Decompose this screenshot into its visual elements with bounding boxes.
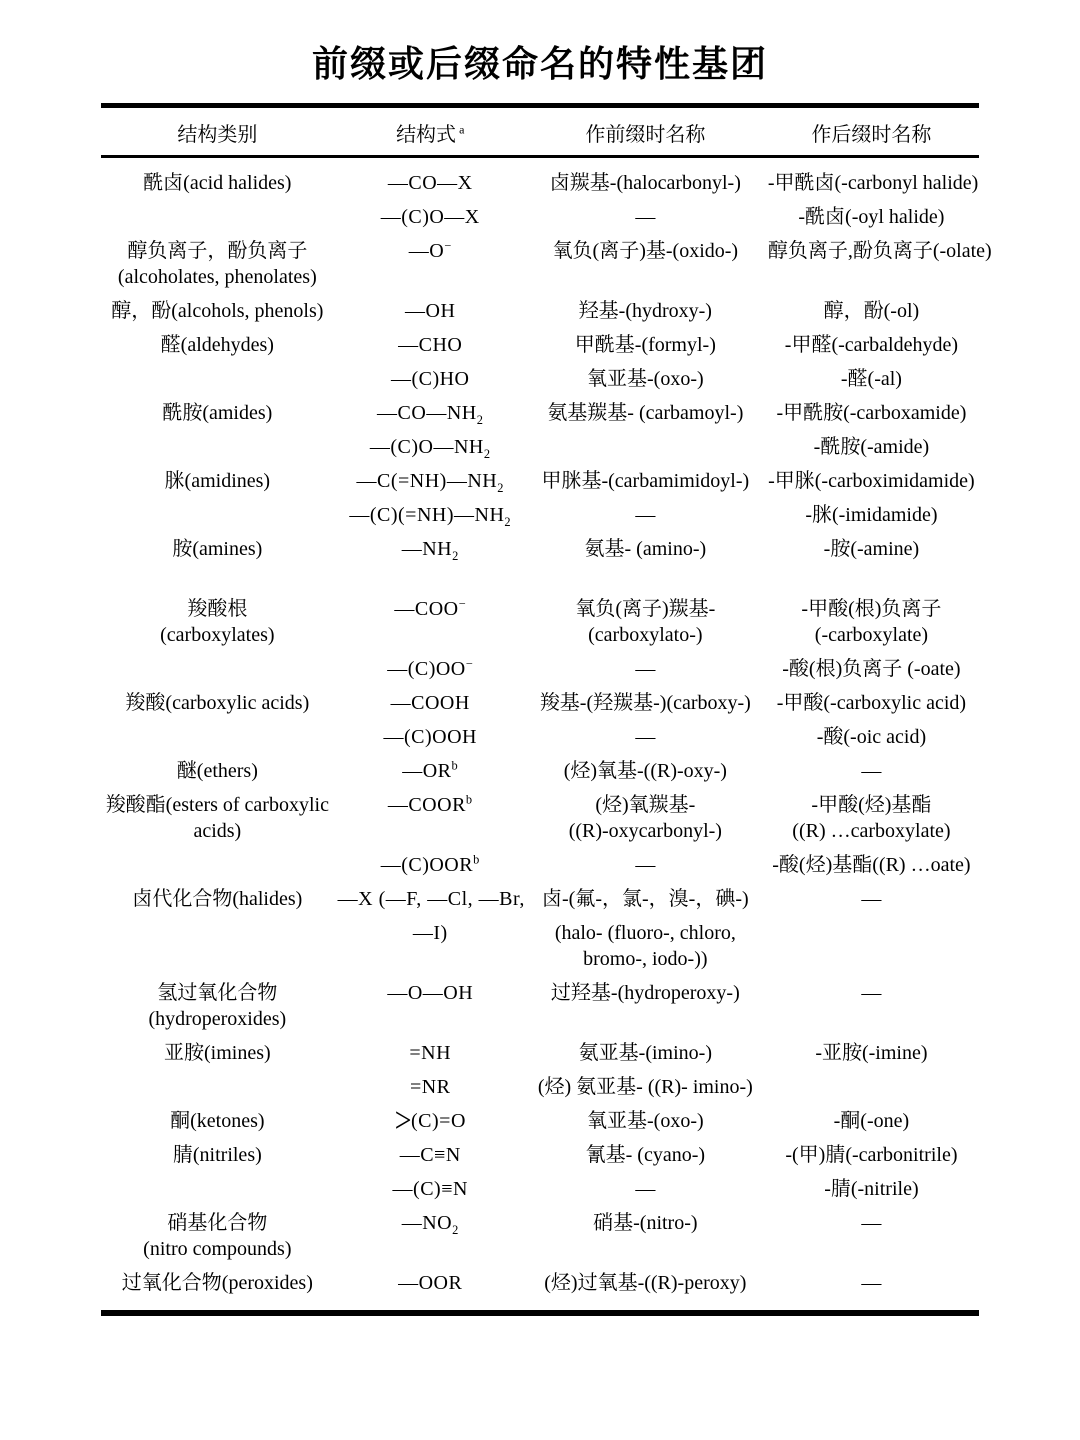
text-line: — [861, 888, 882, 910]
text-line: -腈(-nitrile) [824, 1178, 919, 1200]
formula-cell: $—(C)(=NH)—NH_2$ [349, 504, 512, 529]
suffix-name-cell [764, 536, 979, 562]
subscript: 2 [483, 447, 491, 461]
prefix-name-cell [527, 1176, 764, 1202]
suffix-name-cell [764, 596, 979, 648]
formula-cell: —COO− [394, 596, 467, 620]
table-row [101, 166, 979, 200]
formula-cell: $—CO—NH_2$ [377, 402, 484, 427]
table-row [101, 848, 979, 882]
suffix-name-cell [764, 170, 979, 196]
superscript: − [458, 596, 467, 611]
text-line: 胺(amines) [172, 538, 263, 560]
text-line: -甲酸(烃)基酯 [811, 794, 932, 816]
suffix-name-cell [764, 852, 979, 878]
formula-cell: $—OR^b$ [402, 758, 459, 782]
table-row [101, 532, 979, 566]
superscript: b [465, 792, 473, 807]
prefix-name-cell [527, 886, 764, 912]
prefix-name-cell [527, 690, 764, 716]
suffix-name-cell [764, 886, 979, 912]
table-row [101, 362, 979, 396]
text-line: 酰卤(acid halides) [143, 172, 292, 194]
formula-cell: —CO—X [387, 172, 473, 194]
table-row [101, 328, 979, 362]
column-header-label: 作后缀时名称 [811, 124, 932, 146]
subscript: 2 [452, 549, 459, 563]
text-line: — [861, 1272, 882, 1294]
text-line: — [861, 1212, 882, 1234]
formula-cell: —CHO [398, 334, 463, 356]
text-line: (carboxylates) [160, 624, 275, 646]
footnote-marker: a [456, 122, 465, 137]
table-row [101, 1036, 979, 1070]
suffix-name-cell [764, 724, 979, 750]
superscript: b [473, 852, 480, 867]
formula-cell: =NR [409, 1076, 451, 1098]
suffix-name-cell [764, 1108, 979, 1134]
text-line: (alcoholates, phenolates) [117, 266, 317, 288]
table-row [101, 396, 979, 430]
text-line: — [635, 504, 656, 526]
text-line: — [635, 726, 656, 748]
structure-class-cell [101, 1108, 334, 1134]
structure-class-cell [101, 170, 334, 196]
formula-cell: —COOR$^b$ [387, 792, 473, 816]
text-line: 过氧化合物(peroxides) [121, 1272, 313, 1294]
text-line: (nitro compounds) [143, 1238, 292, 1260]
suffix-name-cell [764, 1040, 979, 1066]
column-header-label: 作前缀时名称 [585, 124, 706, 146]
text-line: (烃)氧基-((R)-oxy-) [563, 760, 727, 782]
suffix-name-cell [764, 400, 979, 426]
text-line: 醇，酚(alcohols, phenols) [111, 300, 324, 322]
formula-cell: —COOH [390, 692, 470, 714]
prefix-name-cell [527, 1142, 764, 1168]
prefix-name-cell [527, 852, 764, 878]
suffix-name-cell [764, 1142, 979, 1168]
suffix-name-cell [764, 980, 979, 1006]
text-line: 甲酰基-(formyl-) [574, 334, 716, 356]
text-line: ((R) …carboxylate) [792, 820, 951, 842]
text-line: -甲酸(-carboxylic acid) [776, 692, 967, 714]
text-line: 硝基-(nitro-) [593, 1212, 698, 1234]
structure-class-cell [101, 1270, 334, 1296]
column-header-1 [101, 118, 334, 147]
prefix-name-cell [527, 502, 764, 528]
text-line: -亚胺(-imine) [815, 1042, 928, 1064]
table-row [101, 720, 979, 754]
text-line: 醛(aldehydes) [160, 334, 274, 356]
text-line: (-carboxylate) [814, 624, 929, 646]
prefix-name-cell [527, 400, 764, 426]
suffix-name-cell [764, 298, 979, 324]
text-line: -甲脒(-carboximidamide) [768, 470, 975, 492]
formula-cell: —(C)OO− [387, 656, 474, 680]
structure-class-cell [101, 792, 334, 844]
formula-cell: —X (—F, —Cl, —Br, [337, 888, 525, 910]
text-line: acids) [193, 820, 242, 842]
prefix-name-cell [527, 366, 764, 392]
prefix-name-cell [527, 536, 764, 562]
text-line: 醇负离子，酚负离子 [127, 240, 308, 262]
suffix-name-cell [764, 502, 979, 528]
text-line: 过羟基-(hydroperoxy-) [550, 982, 740, 1004]
prefix-name-cell [527, 920, 764, 972]
table-row [101, 916, 979, 976]
text-line: -(甲)腈(-carbonitrile) [785, 1144, 958, 1166]
table-row [101, 882, 979, 916]
text-line: 氧亚基-(oxo-) [587, 368, 704, 390]
formula-cell: —(C)≡N [392, 1178, 468, 1200]
column-header-label: 结构类别 [177, 124, 258, 146]
prefix-name-cell [527, 596, 764, 648]
text-line: -甲酰胺(-carboxamide) [776, 402, 967, 424]
text-line: -酸(-oic acid) [816, 726, 927, 748]
table-row [101, 1206, 979, 1266]
table-row [101, 294, 979, 328]
text-line: — [635, 1178, 656, 1200]
table-row [101, 788, 979, 848]
prefix-name-cell [527, 468, 764, 494]
table-row [101, 686, 979, 720]
suffix-name-cell [764, 238, 992, 264]
text-line: 酰胺(amides) [162, 402, 273, 424]
text-line: 羧酸酯(esters of carboxylic [105, 794, 329, 816]
column-header-3 [527, 118, 764, 147]
prefix-name-cell [527, 1108, 764, 1134]
prefix-name-cell [527, 332, 764, 358]
formula-cell: =NH [409, 1042, 452, 1064]
text-line: -酰胺(-amide) [813, 436, 930, 458]
text-line: — [635, 854, 656, 876]
text-line: -甲酸(根)负离子 [801, 598, 942, 620]
formula-cell: $—C(=NH)—NH_2$ [356, 470, 504, 495]
text-line: -脒(-imidamide) [805, 504, 938, 526]
superscript: b [451, 758, 459, 773]
superscript: − [444, 238, 452, 253]
structure-class-cell [101, 400, 334, 426]
text-line: (烃)过氧基-((R)-peroxy) [544, 1272, 747, 1294]
table-row [101, 498, 979, 532]
text-line: 卤羰基-(halocarbonyl-) [549, 172, 741, 194]
structure-class-cell [101, 596, 334, 648]
subscript: 2 [504, 515, 512, 529]
column-header-label: 结构式 [396, 124, 457, 146]
text-line: -胺(-amine) [823, 538, 920, 560]
text-line: 羧基-(羟羰基-)(carboxy-) [539, 692, 751, 714]
formula-cell: —I) [412, 922, 448, 944]
text-line: 醇负离子,酚负离子(-olate) [767, 240, 992, 262]
structure-class-cell [101, 690, 334, 716]
structure-class-cell [101, 1210, 334, 1262]
suffix-name-cell [764, 1176, 979, 1202]
table-body [101, 158, 992, 1300]
page-title: 前缀或后缀命名的特性基团 [311, 43, 768, 84]
table-header-row [101, 108, 979, 158]
suffix-name-cell [764, 656, 979, 682]
suffix-name-cell [764, 434, 979, 460]
table-row [101, 1138, 979, 1172]
prefix-name-cell [527, 1040, 764, 1066]
table-row [101, 592, 979, 652]
text-line: (烃)氧羰基- [595, 794, 696, 816]
subscript: 2 [452, 1223, 459, 1237]
suffix-name-cell [764, 468, 979, 494]
text-line: (carboxylato-) [588, 624, 703, 646]
structure-class-cell [101, 980, 334, 1032]
subscript: 2 [497, 481, 504, 495]
formula-cell: —(C)OOH [383, 726, 477, 748]
structure-class-cell [101, 468, 334, 494]
table-row [101, 234, 992, 294]
suffix-name-cell [764, 366, 979, 392]
prefix-name-cell [527, 724, 764, 750]
text-line: 氧负(离子)基-(oxido-) [552, 240, 739, 262]
text-line: 氰基- (cyano-) [585, 1144, 706, 1166]
structure-class-cell [101, 1040, 334, 1066]
text-line: — [861, 982, 882, 1004]
formula-cell: —O—OH [387, 982, 474, 1004]
table-row [101, 1100, 979, 1141]
suffix-name-cell [764, 792, 979, 844]
formula-cell: —OOR [398, 1272, 463, 1294]
structure-class-cell [101, 886, 334, 912]
table-row [101, 430, 979, 464]
prefix-name-cell [527, 170, 764, 196]
table-row [101, 1070, 979, 1104]
text-line: -酸(根)负离子 (-oate) [782, 658, 961, 680]
text-line: 羟基-(hydroxy-) [578, 300, 712, 322]
prefix-name-cell [527, 1074, 764, 1100]
table-row [101, 1172, 979, 1206]
prefix-name-cell [527, 298, 764, 324]
text-line: (烃) 氨亚基- ((R)- imino-) [537, 1076, 753, 1098]
suffix-name-cell [764, 1210, 979, 1236]
text-line: 氧负(离子)羰基- [575, 598, 716, 620]
text-line: 卤-(氟-，氯-，溴-，碘-) [542, 888, 749, 910]
prefix-name-cell [527, 1210, 764, 1236]
text-line: 氨亚基-(imino-) [578, 1042, 712, 1064]
text-line: (hydroperoxides) [148, 1008, 287, 1030]
text-line: -醛(-al) [840, 368, 902, 390]
prefix-name-cell [527, 980, 764, 1006]
formula-cell: —C≡N [399, 1144, 461, 1166]
table-row [101, 200, 979, 234]
column-header-4 [764, 118, 979, 147]
text-line: 脒(amidines) [164, 470, 271, 492]
prefix-name-cell [527, 792, 764, 844]
prefix-name-cell [527, 656, 764, 682]
text-line: -甲醛(-carbaldehyde) [784, 334, 959, 356]
suffix-name-cell [764, 332, 979, 358]
text-line: — [635, 658, 656, 680]
characteristic-groups-table [101, 103, 992, 1316]
bond-angle-glyph: > [394, 1100, 412, 1141]
suffix-name-cell [764, 1270, 979, 1296]
text-line: 氨基- (amino-) [584, 538, 707, 560]
table-row [101, 1266, 979, 1300]
text-line: 亚胺(imines) [164, 1042, 271, 1064]
text-line: 羧酸(carboxylic acids) [125, 692, 310, 714]
prefix-name-cell [527, 758, 764, 784]
subscript: 2 [476, 413, 484, 427]
table-row [101, 754, 979, 788]
text-line: 卤代化合物(halides) [132, 888, 303, 910]
structure-class-cell [101, 298, 334, 324]
table-row [101, 464, 979, 498]
text-line: 硝基化合物 [167, 1212, 268, 1234]
prefix-name-cell [527, 204, 764, 230]
formula-cell: —(C)OOR$^b$ [380, 852, 480, 876]
formula-cell: —(C)O—X [380, 206, 480, 228]
text-line: 腈(nitriles) [172, 1144, 262, 1166]
text-line: -甲酰卤(-carbonyl halide) [767, 172, 979, 194]
text-line: -酮(-one) [833, 1110, 910, 1132]
structure-class-cell [101, 238, 334, 290]
formula-cell: $—NH_2$ [401, 538, 459, 563]
formula-cell: —OH [405, 300, 456, 322]
suffix-name-cell [764, 690, 979, 716]
structure-class-cell [101, 758, 334, 784]
text-line: bromo-, iodo-)) [583, 948, 708, 970]
structure-class-cell [101, 1142, 334, 1168]
table-row [101, 976, 979, 1036]
text-line: -酰卤(-oyl halide) [798, 206, 945, 228]
text-line: -酸(烃)基酯((R) …oate) [772, 854, 971, 876]
suffix-name-cell [764, 204, 979, 230]
structure-class-cell [101, 332, 334, 358]
text-line: 醇，酚(-ol) [823, 300, 920, 322]
text-line: ((R)-oxycarbonyl-) [568, 820, 722, 842]
text-line: 氧亚基-(oxo-) [587, 1110, 704, 1132]
formula-cell: —(C)HO [390, 368, 470, 390]
formula-cell: >(C)=O [394, 1100, 466, 1141]
structure-class-cell [101, 536, 334, 562]
prefix-name-cell [527, 1270, 764, 1296]
formula-cell: —O− [408, 238, 452, 262]
superscript: − [465, 656, 474, 671]
text-line: — [861, 760, 882, 782]
text-line: 羧酸根 [187, 598, 248, 620]
text-line: 酮(ketones) [170, 1110, 265, 1132]
table-row [101, 652, 979, 686]
text-line: (halo- (fluoro-, chloro, [554, 922, 736, 944]
prefix-name-cell [527, 238, 764, 264]
suffix-name-cell [764, 758, 979, 784]
formula-cell: $—(C)O—NH_2$ [369, 436, 491, 461]
formula-cell: $—NO_2$ [401, 1212, 459, 1237]
text-line: — [635, 206, 656, 228]
text-line: 醚(ethers) [176, 760, 258, 782]
text-line: 甲脒基-(carbamimidoyl-) [541, 470, 750, 492]
text-line: 氨基羰基- (carbamoyl-) [547, 402, 744, 424]
column-header-2 [334, 118, 527, 147]
text-line: 氢过氧化合物 [157, 982, 278, 1004]
